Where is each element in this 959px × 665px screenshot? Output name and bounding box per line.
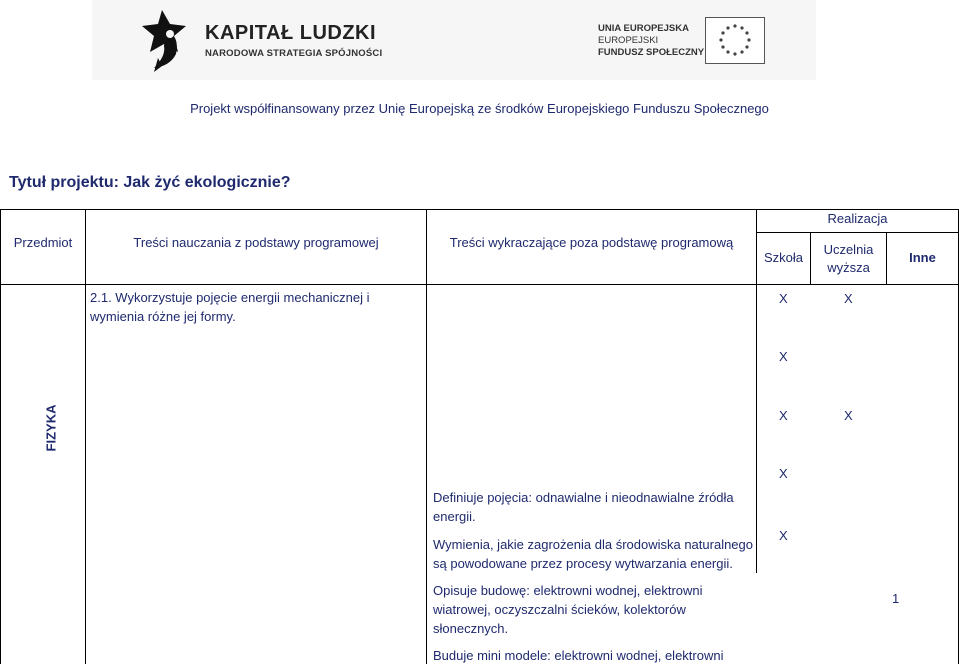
eu-fund-line3: FUNDUSZ SPOŁECZNY	[598, 47, 705, 58]
col-divider-1	[0, 209, 1, 664]
project-title: Tytuł projektu: Jak żyć ekologicznie?	[9, 174, 291, 191]
core-content-line2: wymienia różne jej formy.	[90, 309, 236, 324]
subject-label: FIZYKA	[43, 404, 59, 452]
extended-item-1-line2: energii.	[433, 509, 476, 524]
mark-row3-uczelnia: X	[844, 408, 853, 423]
header-tresci-podstawy: Treści nauczania z podstawy programowej	[133, 235, 379, 250]
extended-item-4-line1: Buduje mini modele: elektrowni wodnej, elektrowni	[433, 648, 724, 663]
extended-item-3	[433, 581, 703, 638]
col-divider-2	[85, 209, 86, 664]
mark-row1-szkola: X	[779, 291, 788, 306]
extended-item-3-line1: Opisuje budowę: elektrowni wodnej, elektrowni	[433, 583, 703, 598]
extended-item-2-line1: Wymienia, jakie zagrożenia dla środowiska naturalnego	[433, 537, 753, 552]
header-inne: Inne	[909, 250, 936, 265]
eu-fund-line1: UNIA EUROPEJSKA	[598, 23, 689, 34]
mark-row5-szkola: X	[779, 528, 788, 543]
header-uczelnia-line1: Uczelnia	[823, 242, 874, 257]
extended-item-3-line2: wiatrowej, oczyszczalni ścieków, kolektorów	[433, 602, 686, 617]
mark-row4-szkola: X	[779, 466, 788, 481]
mark-row2-szkola: X	[779, 349, 788, 364]
kapital-ludzki-subtitle: NARODOWA STRATEGIA SPÓJNOŚCI	[205, 48, 383, 59]
extended-item-2-line2: są powodowane przez procesy wytwarzania energii.	[433, 556, 733, 571]
header-tresci-wykraczajace: Treści wykraczające poza podstawę programową	[449, 235, 734, 250]
extended-item-1	[433, 488, 734, 526]
extended-item-4	[433, 646, 723, 665]
extended-item-3-line3: słonecznych.	[433, 621, 509, 636]
core-content	[90, 288, 370, 326]
cofinancing-note: Projekt współfinansowany przez Unię Europejską ze środków Europejskiego Funduszu Społecznego	[190, 101, 769, 116]
kapital-ludzki-title: KAPITAŁ LUDZKI	[205, 22, 377, 44]
header-uczelnia-line2: wyższa	[827, 260, 870, 275]
header-uczelnia	[811, 241, 886, 277]
eu-flag-icon	[705, 17, 765, 64]
extended-item-2	[433, 535, 753, 573]
mark-row3-szkola: X	[779, 408, 788, 423]
header-przedmiot: Przedmiot	[13, 235, 73, 250]
page-number: 1	[892, 591, 900, 606]
header-realizacja: Realizacja	[827, 211, 888, 226]
eu-fund-line2: EUROPEJSKI	[598, 35, 659, 46]
header-bottom-border	[0, 284, 959, 285]
eu-fund-text	[598, 23, 704, 59]
extended-item-1-line1: Definiuje pojęcia: odnawialne i nieodnawialne źródła	[433, 490, 734, 505]
mark-row1-uczelnia: X	[844, 291, 853, 306]
kapital-ludzki-logo-icon	[140, 6, 200, 74]
core-content-line1: 2.1. Wykorzystuje pojęcie energii mechanicznej i	[90, 290, 370, 305]
header-szkola: Szkoła	[763, 250, 804, 265]
table-top-border	[0, 209, 959, 210]
col-divider-3	[426, 209, 427, 664]
realizacja-divider	[756, 232, 959, 233]
